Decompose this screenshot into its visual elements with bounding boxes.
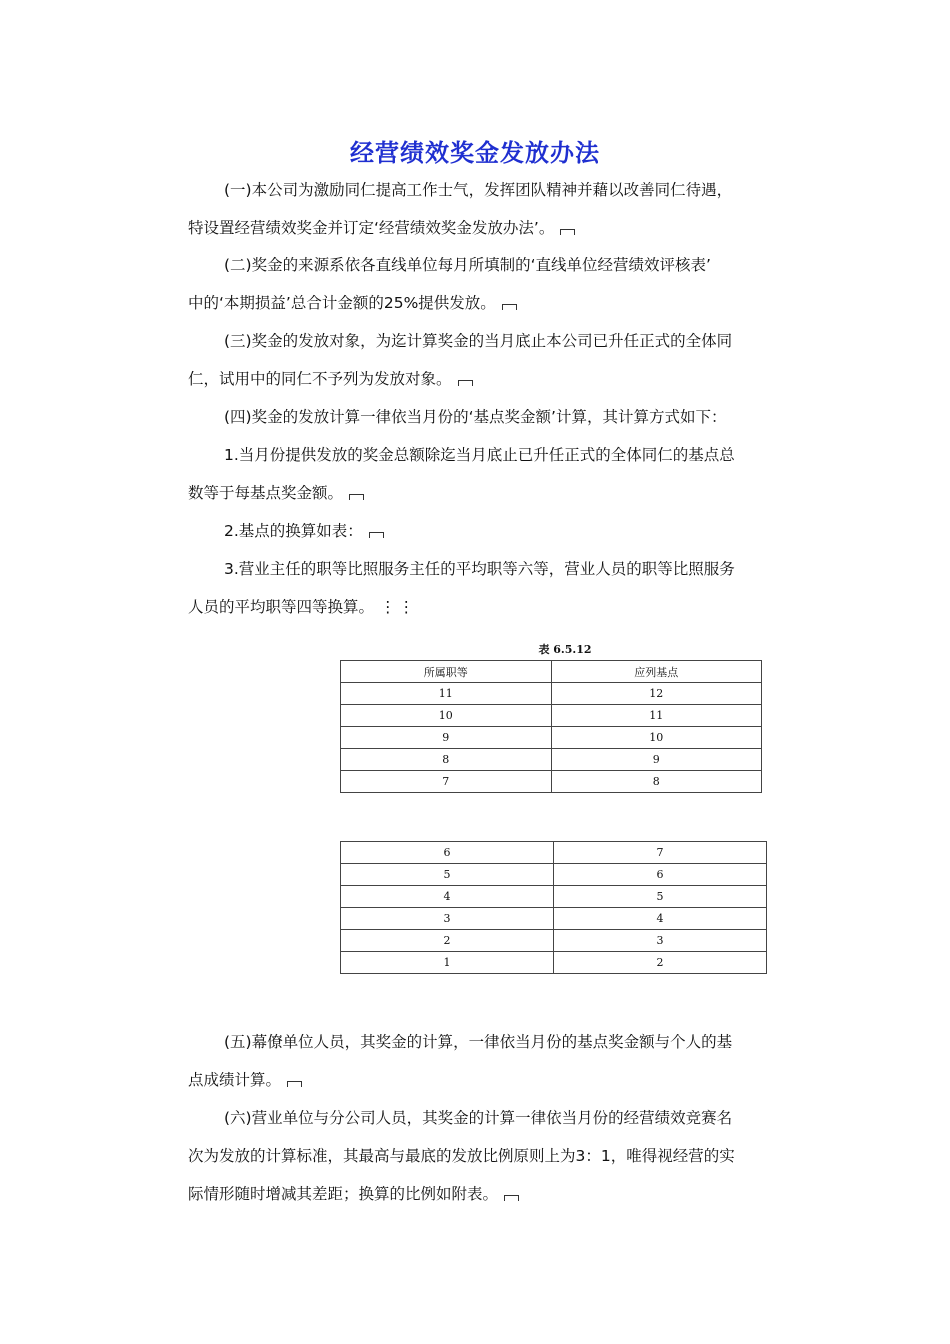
ellipsis-marks: ⋮⋮ (380, 598, 418, 616)
grade-cell: 1 (341, 952, 554, 974)
grade-cell: 6 (341, 842, 554, 864)
section-6-line-2: 次为发放的计算标准，其最高与最底的发放比例原则上为3：1，唯得视经营的实 (188, 1147, 735, 1165)
points-cell: 12 (551, 683, 762, 705)
paragraph-mark-icon (349, 494, 364, 500)
grade-cell: 11 (341, 683, 552, 705)
table-header-row (341, 661, 762, 683)
section-2-line-2: 中的‘本期损益’总合计金额的25%提供发放。 (188, 294, 496, 312)
item-2-line: 2.基点的换算如表： (224, 522, 363, 540)
paragraph-mark-icon (458, 380, 473, 386)
table-row (341, 908, 767, 930)
item-1 (188, 436, 788, 512)
table-row (341, 842, 767, 864)
grade-points-table-part-1 (340, 660, 762, 793)
grade-cell: 7 (341, 771, 552, 793)
section-3-line-2: 仁，试用中的同仁不予列为发放对象。 (188, 370, 452, 388)
section-4 (188, 398, 788, 436)
table-row (341, 864, 767, 886)
table-row (341, 749, 762, 771)
points-cell: 2 (554, 952, 767, 974)
points-cell: 4 (554, 908, 767, 930)
points-cell: 6 (554, 864, 767, 886)
grade-cell: 3 (341, 908, 554, 930)
points-cell: 11 (551, 705, 762, 727)
paragraph-mark-icon (369, 532, 384, 538)
section-5-line-2: 点成绩计算。 (188, 1071, 282, 1089)
section-5 (188, 1023, 788, 1099)
grade-cell: 4 (341, 886, 554, 908)
item-1-line-1: 1.当月份提供发放的奖金总额除迄当月底止已升任正式的全体同仁的基点总 (224, 446, 735, 464)
section-6-line-3: 际情形随时增减其差距；换算的比例如附表。 (188, 1185, 499, 1203)
item-2 (188, 512, 788, 550)
item-3-line-2: 人员的平均职等四等换算。 (188, 598, 375, 616)
paragraph-mark-icon (502, 304, 517, 310)
section-4-line: (四)奖金的发放计算一律依当月份的‘基点奖金额’计算，其计算方式如下： (224, 408, 727, 426)
table-row (341, 683, 762, 705)
points-cell: 7 (554, 842, 767, 864)
section-2 (188, 246, 788, 322)
paragraph-mark-icon (560, 229, 575, 235)
grade-cell: 10 (341, 705, 552, 727)
grade-cell: 8 (341, 749, 552, 771)
item-3-line-1: 3.营业主任的职等比照服务主任的平均职等六等，营业人员的职等比照服务 (224, 560, 735, 578)
table-row (341, 952, 767, 974)
table-caption: 表 6.5.12 (538, 643, 592, 656)
header-grade: 所属职等 (341, 661, 552, 683)
page-title: 经营绩效奖金发放办法 (350, 138, 600, 167)
points-cell: 9 (551, 749, 762, 771)
section-1-line-2: 特设置经营绩效奖金并订定‘经营绩效奖金发放办法’。 (188, 219, 555, 237)
section-5-line-1: (五)幕僚单位人员，其奖金的计算，一律依当月份的基点奖金额与个人的基 (224, 1033, 733, 1051)
section-3 (188, 322, 788, 398)
grade-points-table-part-2 (340, 841, 767, 974)
paragraph-mark-icon (287, 1081, 302, 1087)
header-points: 应列基点 (551, 661, 762, 683)
paragraph-mark-icon (504, 1195, 519, 1201)
table-row (341, 771, 762, 793)
table-row (341, 727, 762, 749)
grade-cell: 5 (341, 864, 554, 886)
grade-cell: 9 (341, 727, 552, 749)
section-3-line-1: (三)奖金的发放对象，为迄计算奖金的当月底止本公司已升任正式的全体同 (224, 332, 733, 350)
item-3 (188, 550, 788, 626)
table-row (341, 705, 762, 727)
points-cell: 8 (551, 771, 762, 793)
table-row (341, 930, 767, 952)
points-cell: 3 (554, 930, 767, 952)
section-1 (188, 171, 788, 247)
table-row (341, 886, 767, 908)
section-6 (188, 1099, 788, 1213)
points-cell: 10 (551, 727, 762, 749)
points-cell: 5 (554, 886, 767, 908)
item-1-line-2: 数等于每基点奖金额。 (188, 484, 344, 502)
section-1-line-1: (一)本公司为激励同仁提高工作士气，发挥团队精神并藉以改善同仁待遇， (224, 181, 733, 199)
grade-cell: 2 (341, 930, 554, 952)
section-6-line-1: (六)营业单位与分公司人员，其奖金的计算一律依当月份的经营绩效竞赛名 (224, 1109, 733, 1127)
section-2-line-1: (二)奖金的来源系依各直线单位每月所填制的‘直线单位经营绩效评核表’ (224, 256, 711, 274)
